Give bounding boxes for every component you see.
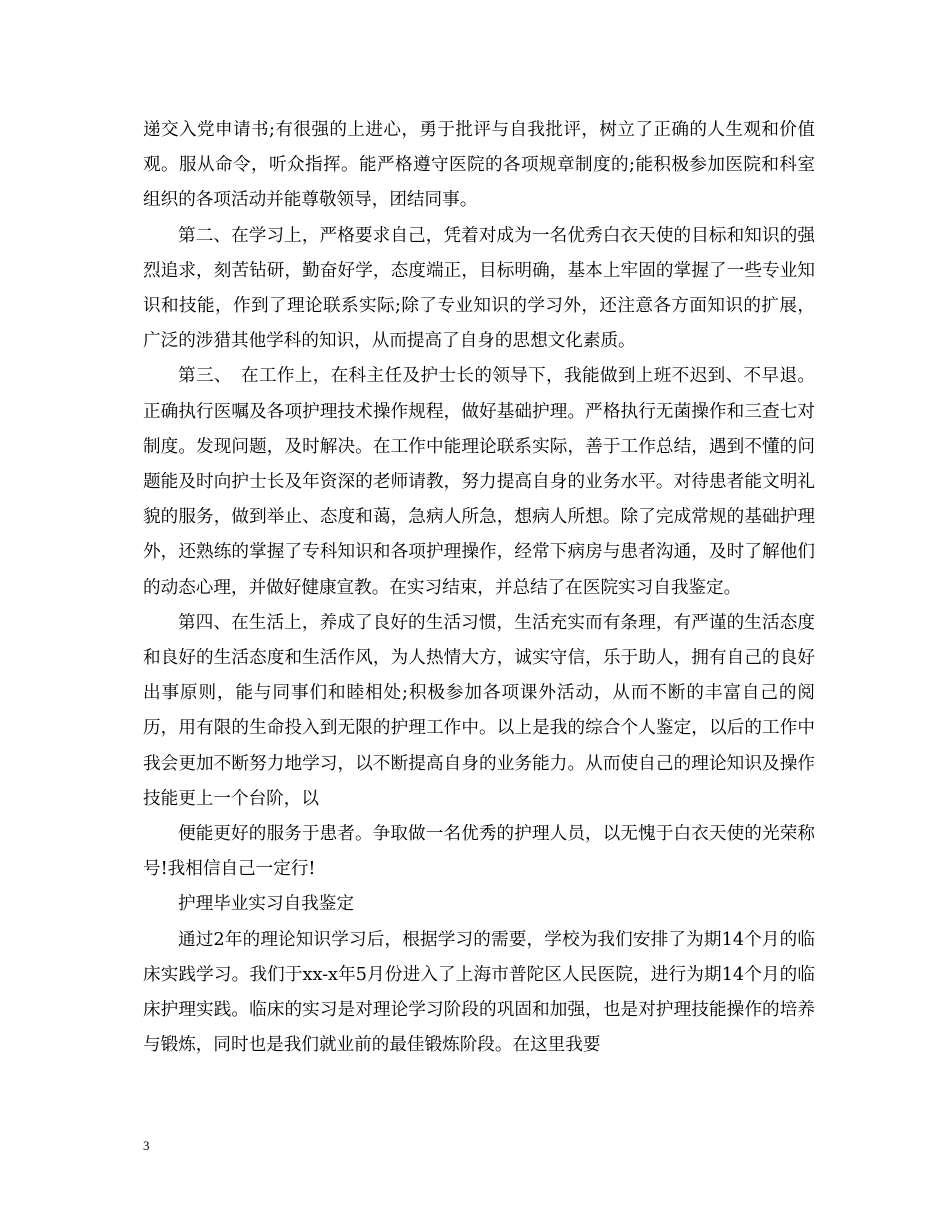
paragraph-party-application: 递交入党申请书;有很强的上进心，勇于批评与自我批评，树立了正确的人生观和价值观。服从命令，听众指挥。能严格遵守医院的各项规章制度的;能积极参加医院和科室组织的各项活动并能尊敬领导，团结同事。 [143, 120, 815, 211]
paragraph-service: 便能更好的服务于患者。争取做一名优秀的护理人员，以无愧于白衣天使的光荣称号!我相信自己一定行! [143, 824, 815, 880]
section-heading: 护理毕业实习自我鉴定 [178, 894, 354, 915]
paragraph-work: 第三、 在工作上，在科主任及护士长的领导下，我能做到上班不迟到、不早退。正确执行医嘱及各项护理技术操作规程，做好基础护理。严格执行无菌操作和三查七对制度。发现问题，及时解决。在工作中能理论联系实际，善于工作总结，遇到不懂的问题能及时向护士长及年资深的老师请教，努力提高自身的业务水平。对待患者能文明礼貌的服务，做到举止、态度和蔼，急病人所急，想病人所想。除了完成常规的基础护理外，还熟练的掌握了专科知识和各项护理操作，经常下病房与患者沟通，及时了解他们的动态心理，并做好健康宣教。在实习结束，并总结了在医院实习自我鉴定。 [143, 366, 815, 598]
paragraph-internship: 通过2年的理论知识学习后，根据学习的需要，学校为我们安排了为期14个月的临床实践学习。我们于xx-x年5月份进入了上海市普陀区人民医院，进行为期14个月的临床护理实践。临床的实习是对理论学习阶段的巩固和加强，也是对护理技能操作的培养与锻炼，同时也是我们就业前的最佳锻炼阶段。在这里我要 [143, 929, 815, 1056]
paragraph-life: 第四、在生活上，养成了良好的生活习惯，生活充实而有条理，有严谨的生活态度和良好的生活态度和生活作风，为人热情大方，诚实守信，乐于助人，拥有自己的良好出事原则，能与同事们和睦相处;积极参加各项课外活动，从而不断的丰富自己的阅历，用有限的生命投入到无限的护理工作中。以上是我的综合个人鉴定，以后的工作中我会更加不断努力地学习，以不断提高自身的业务能力。从而使自己的理论知识及操作技能更上一个台阶，以 [143, 612, 815, 809]
document-body [143, 113, 815, 1063]
page-number: 3 [143, 1138, 150, 1153]
paragraph-study: 第二、在学习上，严格要求自己，凭着对成为一名优秀白衣天使的目标和知识的强烈追求，刻苦钻研，勤奋好学，态度端正，目标明确，基本上牢固的掌握了一些专业知识和技能，作到了理论联系实际;除了专业知识的学习外，还注意各方面知识的扩展，广泛的涉猎其他学科的知识，从而提高了自身的思想文化素质。 [143, 225, 815, 352]
